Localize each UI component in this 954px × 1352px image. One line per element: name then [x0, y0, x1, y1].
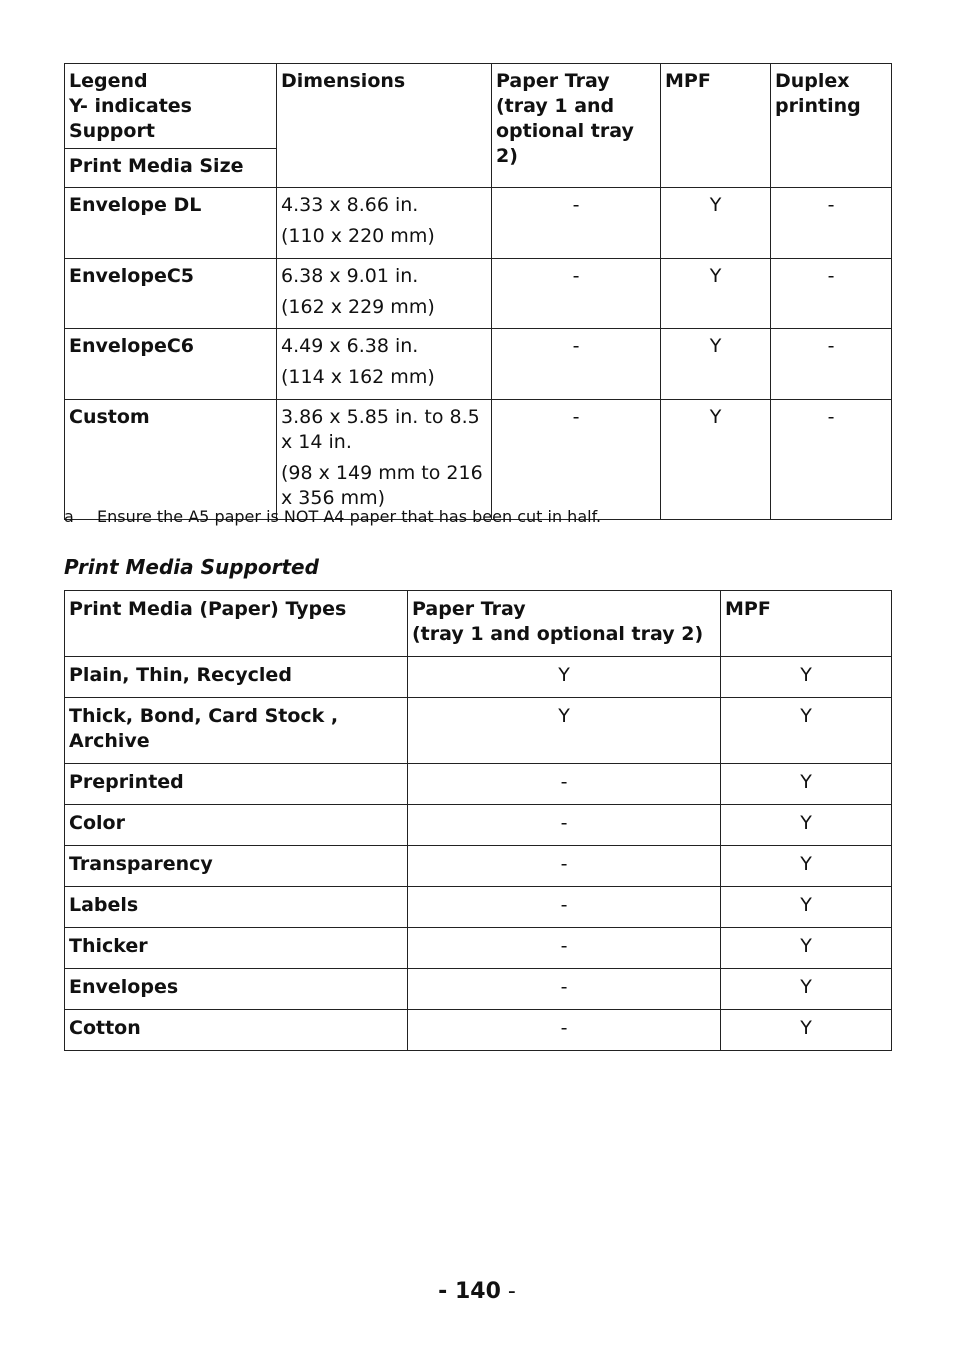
tray-support-cell: - [408, 846, 721, 887]
mpf-support-cell: Y [721, 698, 892, 764]
media-type-cell: Envelopes [65, 969, 408, 1010]
table-row [65, 846, 892, 887]
mpf-support-cell: Y [721, 846, 892, 887]
mpf-support-cell: Y [721, 928, 892, 969]
table-header-row [65, 64, 892, 149]
media-type-cell: Labels [65, 887, 408, 928]
table-row [65, 188, 892, 259]
tray-support-cell: - [408, 928, 721, 969]
media-type-cell: Cotton [65, 1010, 408, 1051]
tray-support-cell: - [408, 1010, 721, 1051]
tray-support-cell: - [492, 329, 661, 400]
tray-support-cell: - [408, 764, 721, 805]
dimensions-cell: 4.33 x 8.66 in. (110 x 220 mm) [277, 188, 492, 259]
page-number [0, 1278, 954, 1306]
footnote-text: Ensure the A5 paper is NOT A4 paper that has been cut in half. [97, 507, 602, 526]
table-row [65, 764, 892, 805]
print-media-size-table [64, 63, 892, 520]
mpf-support-cell: Y [661, 259, 771, 329]
footnote [64, 506, 601, 528]
media-type-cell: Preprinted [65, 764, 408, 805]
table-row [65, 259, 892, 329]
dimensions-cell: 4.49 x 6.38 in. (114 x 162 mm) [277, 329, 492, 400]
duplex-support-cell: - [771, 400, 892, 520]
table-row [65, 1010, 892, 1051]
paper-tray-header: Paper Tray (tray 1 and optional tray 2) [408, 591, 721, 657]
tray-support-cell: - [492, 400, 661, 520]
tray-support-cell: - [492, 188, 661, 259]
table-row [65, 969, 892, 1010]
table-row [65, 887, 892, 928]
table-row [65, 329, 892, 400]
print-media-types-table [64, 590, 892, 1051]
dimensions-cell: 6.38 x 9.01 in. (162 x 229 mm) [277, 259, 492, 329]
tray-support-cell: - [408, 805, 721, 846]
mpf-support-cell: Y [721, 657, 892, 698]
table-row [65, 400, 892, 520]
media-size-cell: EnvelopeC5 [65, 259, 277, 329]
media-types-header: Print Media (Paper) Types [65, 591, 408, 657]
mpf-support-cell: Y [721, 805, 892, 846]
mpf-support-cell: Y [721, 969, 892, 1010]
media-type-cell: Plain, Thin, Recycled [65, 657, 408, 698]
table-row [65, 698, 892, 764]
table-row [65, 805, 892, 846]
mpf-support-cell: Y [721, 764, 892, 805]
table-row [65, 657, 892, 698]
tray-support-cell: Y [408, 698, 721, 764]
media-size-cell: EnvelopeC6 [65, 329, 277, 400]
tray-support-cell: Y [408, 657, 721, 698]
duplex-support-cell: - [771, 188, 892, 259]
duplex-support-cell: - [771, 329, 892, 400]
mpf-support-cell: Y [661, 329, 771, 400]
mpf-header: MPF [661, 64, 771, 188]
legend-header [65, 64, 277, 149]
section-title: Print Media Supported [64, 555, 319, 579]
print-media-size-header: Print Media Size [65, 149, 277, 188]
duplex-support-cell: - [771, 259, 892, 329]
tray-support-cell: - [408, 887, 721, 928]
mpf-support-cell: Y [721, 1010, 892, 1051]
media-type-cell: Color [65, 805, 408, 846]
table-header-row [65, 591, 892, 657]
tray-support-cell: - [408, 969, 721, 1010]
mpf-support-cell: Y [661, 188, 771, 259]
paper-tray-header: Paper Tray (tray 1 and optional tray 2) [492, 64, 661, 188]
media-size-cell: Custom [65, 400, 277, 520]
mpf-support-cell: Y [721, 887, 892, 928]
page-number-value: - 140 [438, 1279, 501, 1304]
mpf-header: MPF [721, 591, 892, 657]
mpf-support-cell: Y [661, 400, 771, 520]
duplex-header: Duplex printing [771, 64, 892, 188]
tray-support-cell: - [492, 259, 661, 329]
table-row [65, 928, 892, 969]
legend-description: Y- indicates Support [69, 95, 192, 142]
dimensions-cell: 3.86 x 5.85 in. to 8.5 x 14 in. (98 x 149 mm to 216 x 356 mm) [277, 400, 492, 520]
legend-title: Legend [69, 70, 148, 92]
footnote-marker: a [64, 507, 74, 526]
media-type-cell: Thick, Bond, Card Stock , Archive [65, 698, 408, 764]
dimensions-header: Dimensions [277, 64, 492, 188]
media-type-cell: Thicker [65, 928, 408, 969]
page-number-suffix: - [500, 1279, 516, 1304]
media-type-cell: Transparency [65, 846, 408, 887]
media-size-cell: Envelope DL [65, 188, 277, 259]
